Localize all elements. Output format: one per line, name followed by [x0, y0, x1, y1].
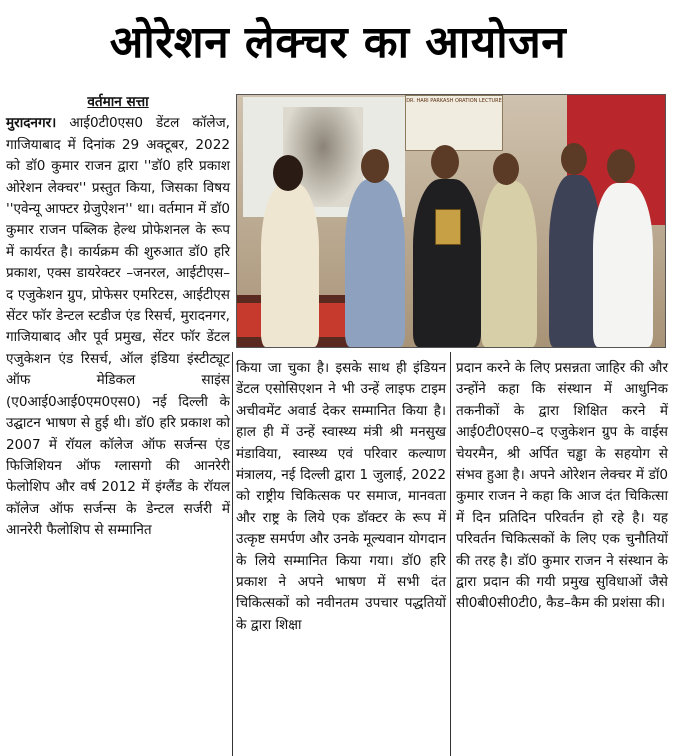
article-text-1: आई0टी0एस0 डेंटल कॉलेज, गाजियाबाद में दिनांक 29 अक्टूबर, 2022 को डॉ0 कुमार राजन द्वारा ''डॉ0 हरि प्रकाश ओरेशन लेक्चर'' प्रस्तुत किया, जिसका विषय ''एवेन्यू आफ्टर ग्रेजुऐशन'' था। वर्तमान में डॉ0 कुमार राजन पब्लिक हेल्थ प्रोफेशनल के रूप में कार्यरत है। कार्यक्रम की शुरुआत डॉ0 हरि प्रकाश, एक्स डायरेक्टर –जनरल, आईटीएस–द एजुकेशन ग्रुप, प्रोफेसर एमरिटस, आईटीएस सेंटर फॉर डेन्टल स्टडीज एंड रिसर्च, मुरादनगर, गाजियाबाद और पूर्व प्रमुख, सेंटर फॉर डेंटल एजुकेशन एंड रिसर्च, ऑल इंडिया इंस्टीट्यूट ऑफ मेडिकल साइंस (ए0आई0आई0एम0एस0) नई दिल्ली के उद्घाटन भाषण से हुई थी। डॉ0 हरि प्रकाश को 2007 में रॉयल कॉलेज ऑफ सर्जन्स एंड फिजिशियन ऑफ ग्लासगो की आनरेरी फेलोशिप और वर्ष 2012 में इंग्लैंड के रॉयल कॉलेज ऑफ सर्जन्स के डेन्टल सर्जरी में आनरेरी फैलोशिप से सम्मानित — [6, 115, 230, 539]
byline: वर्तमान सत्ता — [87, 94, 149, 110]
article-column-1 — [6, 92, 230, 542]
banner — [405, 95, 503, 151]
dateline: मुरादनगर। — [6, 115, 57, 132]
article-column-3 — [456, 358, 668, 615]
article-text-2: किया जा चुका है। इसके साथ ही इंडियन डेंटल एसोसिएशन ने भी उन्हें लाइफ टाइम अचीवमेंट अवार्ड देकर सम्मानित किया है। हाल ही में उन्हें स्वास्थ्य मंत्री श्री मनसुख मंडाविया, स्वास्थ्य एवं परिवार कल्याण मंत्रालय, नई दिल्ली द्वारा 1 जुलाई, 2022 को राष्ट्रीय चिकित्सक पर समाज, मानवता और राष्ट्र के लिये एक डॉक्टर के रूप में उत्कृष्ट समर्पण और उनके मूल्यवान योगदान के लिये सम्मानित किया गया। डॉ0 हरि प्रकाश ने अपने भाषण में सभी दंत चिकित्सकों को नवीनतम उपचार पद्धतियों के द्वारा शिक्षा — [236, 360, 446, 633]
event-photo — [236, 94, 666, 348]
headline: ओरेशन लेक्चर का आयोजन — [109, 17, 567, 68]
banner-text: DR. HARI PARKASH ORATION LECTURE — [406, 98, 502, 104]
article-column-2 — [236, 358, 446, 636]
article-text-3: प्रदान करने के लिए प्रसन्नता जाहिर की और उन्होंने कहा कि संस्थान में आधुनिक तकनीकों के द्वारा शिक्षित करने में आई0टी0एस0–द एजुकेशन ग्रुप के वाईस चेयरमैन, श्री अर्पित चड्ढा के सहयोग से संभव हुआ है। अपने ओरेशन लेक्चर में डॉ0 कुमार राजन ने कहा कि आज दंत चिकित्सा में दिन प्रतिदिन परिवर्तन हो रहे है। यह परिवर्तन चिकित्सकों के लिए एक चुनौतियों की तरह है। डॉ0 कुमार राजन ने संस्थान के द्वारा प्रदान की गयी प्रमुख सुविधाओं जैसे सी0बी0सी0टी0, कैड–कैम की प्रशंसा की। — [456, 360, 668, 612]
